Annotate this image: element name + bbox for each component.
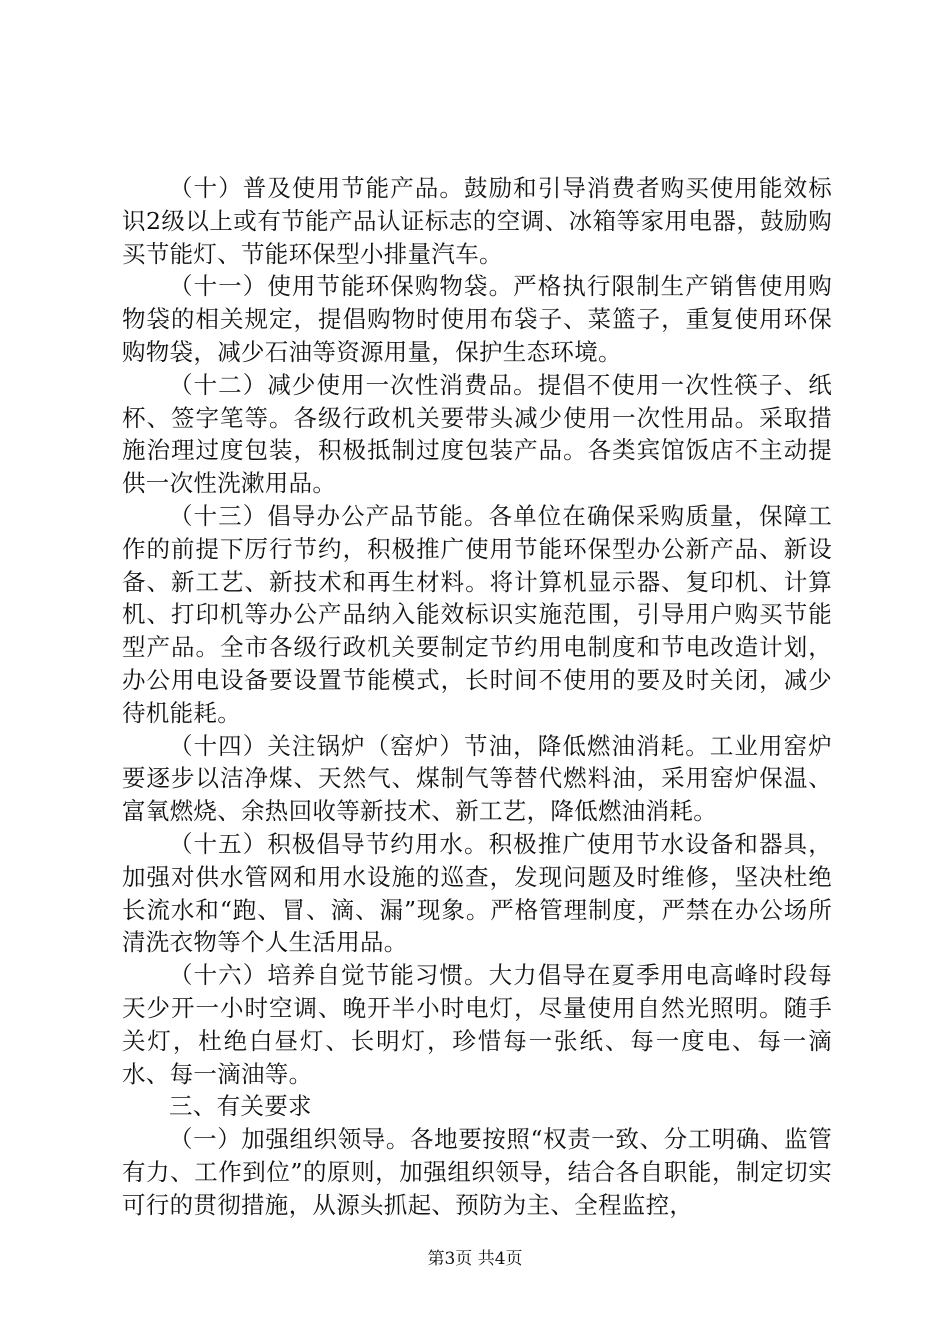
section-heading-requirements: 三、有关要求 bbox=[169, 1092, 312, 1121]
paragraph-15: （十五）积极倡导节约用水。积极推广使用节水设备和器具，加强对供水管网和用水设施的巡查，发现问题及时维修，坚决杜绝长流水和“跑、冒、滴、漏”现象。严格管理制度，严禁在办公场所清洗衣物等个人生活用品。 bbox=[122, 829, 832, 957]
document-body bbox=[122, 172, 832, 1222]
paragraph-13: （十三）倡导办公产品节能。各单位在确保采购质量，保障工作的前提下厉行节约，积极推广使用节能环保型办公新产品、新设备、新工艺、新技术和再生材料。将计算机显示器、复印机、计算机、打印机等办公产品纳入能效标识实施范围，引导用户购买节能型产品。全市各级行政机关要制定节约用电制度和节电改造计划，办公用电设备要设置节能模式，长时间不使用的要及时关闭，减少待机能耗。 bbox=[122, 501, 832, 727]
paragraph-12: （十二）减少使用一次性消费品。提倡不使用一次性筷子、纸杯、签字笔等。各级行政机关要带头减少使用一次性用品。采取措施治理过度包装，积极抵制过度包装产品。各类宾馆饭店不主动提供一次性洗漱用品。 bbox=[122, 370, 832, 498]
page-footer: 第3页 共4页 bbox=[427, 1249, 523, 1269]
paragraph-11: （十一）使用节能环保购物袋。严格执行限制生产销售使用购物袋的相关规定，提倡购物时使用布袋子、菜篮子，重复使用环保购物袋，减少石油等资源用量，保护生态环境。 bbox=[122, 272, 832, 366]
paragraph-requirement-1: （一）加强组织领导。各地要按照“权责一致、分工明确、监管有力、工作到位”的原则，加强组织领导，结合各自职能，制定切实可行的贯彻措施，从源头抓起、预防为主、全程监控， bbox=[122, 1125, 832, 1219]
paragraph-16: （十六）培养自觉节能习惯。大力倡导在夏季用电高峰时段每天少开一小时空调、晚开半小时电灯，尽量使用自然光照明。随手关灯，杜绝白昼灯、长明灯，珍惜每一张纸、每一度电、每一滴水、每一滴油等。 bbox=[122, 961, 832, 1088]
paragraph-14: （十四）关注锅炉（窑炉）节油，降低燃油消耗。工业用窑炉要逐步以洁净煤、天然气、煤制气等替代燃料油，采用窑炉保温、富氧燃烧、余热回收等新技术、新工艺，降低燃油消耗。 bbox=[122, 731, 832, 826]
paragraph-10: （十）普及使用节能产品。鼓励和引导消费者购买使用能效标识2级以上或有节能产品认证标志的空调、冰箱等家用电器，鼓励购买节能灯、节能环保型小排量汽车。 bbox=[122, 174, 832, 268]
